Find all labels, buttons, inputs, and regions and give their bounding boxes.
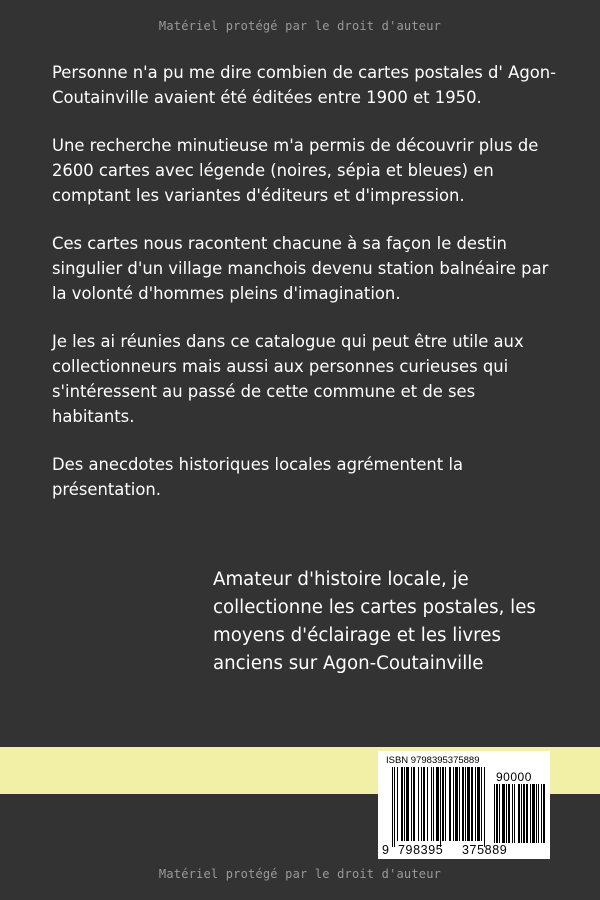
barcode-bar <box>459 767 460 841</box>
barcode-bar <box>496 784 498 843</box>
barcode-digits-left: 798395 <box>398 843 444 857</box>
barcode-bar <box>543 784 545 843</box>
barcode-bar <box>401 767 403 841</box>
barcode-bar <box>404 767 405 841</box>
paragraph-stories: Ces cartes nous racontent chacune à sa façon le destin singulier d'un village manchois devenu station balnéaire par la volonté d'hommes pleins d'imagination. <box>52 234 549 303</box>
barcode-bar <box>436 767 439 841</box>
paragraph-research: Une recherche minutieuse m'a permis de découvrir plus de 2600 cartes avec légende (noires, sépia et bleues) en comptant les variantes d'éditeurs et d'impression. <box>52 136 539 205</box>
barcode-bar <box>532 784 535 843</box>
barcode-digits-right: 375889 <box>462 843 508 857</box>
barcode-bar <box>508 784 510 843</box>
price-code: 90000 <box>496 770 532 784</box>
barcode-bar <box>442 767 444 841</box>
barcode-bar <box>514 784 515 843</box>
barcode-bar <box>541 784 542 843</box>
barcode-bar <box>475 767 476 841</box>
barcode-bar <box>421 767 422 841</box>
barcode-bar <box>423 767 425 841</box>
barcode-bar <box>449 767 451 841</box>
barcode-bar <box>477 767 480 841</box>
barcode-bar <box>471 767 473 841</box>
barcode-bar <box>499 784 500 843</box>
barcode-digit-first: 9 <box>382 843 390 857</box>
barcode-bar <box>530 784 531 843</box>
barcode-bar <box>418 767 419 841</box>
isbn-label: ISBN 9798395375889 <box>386 755 480 766</box>
barcode-bar <box>536 784 537 843</box>
barcode-bar <box>538 784 539 843</box>
barcode-bar <box>392 767 393 847</box>
barcode-bar <box>397 767 398 841</box>
copyright-watermark-top: Matériel protégé par le droit d'auteur <box>158 19 442 33</box>
barcode-bar <box>413 767 415 841</box>
barcode-bar <box>467 767 470 841</box>
author-bio: Amateur d'histoire locale, je collectionne les cartes postales, les moyens d'éclairage et les livres anciens sur Agon-Coutainville <box>213 569 536 674</box>
barcode-bar <box>484 767 485 847</box>
paragraph-anecdotes: Des anecdotes historiques locales agrémentent la présentation. <box>52 455 464 499</box>
barcode-bar <box>411 767 412 841</box>
copyright-watermark-bottom: Matériel protégé par le droit d'auteur <box>158 867 442 881</box>
barcode-bar <box>526 784 528 843</box>
barcode-bar <box>453 767 454 841</box>
barcode-bar <box>481 767 482 841</box>
barcode-bar <box>494 784 495 843</box>
barcode-bar <box>394 767 395 847</box>
barcode-bar <box>440 767 441 847</box>
barcode-bar <box>445 767 446 841</box>
barcode-bar <box>406 767 409 841</box>
barcode-bar <box>427 767 428 841</box>
barcode-bar <box>523 784 525 843</box>
paragraph-intro: Personne n'a pu me dire combien de cartes postales d' Agon- Coutainville avaient été éditées entre 1900 et 1950. <box>52 63 557 107</box>
barcode-bar <box>431 767 432 841</box>
barcode-bar <box>462 767 464 841</box>
paragraph-catalogue: Je les ai réunies dans ce catalogue qui peut être utile aux collectionneurs mais aussi aux personnes curieuses qui s'intéressent au passé de cette commune et de ses habitants. <box>52 332 524 426</box>
barcode-bar <box>521 784 522 843</box>
barcode-bar <box>502 784 505 843</box>
barcode-bar <box>506 784 507 843</box>
isbn-barcode <box>378 751 550 859</box>
barcode-bar <box>518 784 520 843</box>
barcode-bar <box>455 767 458 841</box>
barcode-bar <box>512 784 513 843</box>
barcode-bar <box>465 767 466 841</box>
barcode-bar <box>433 767 434 841</box>
back-cover-text <box>52 60 562 525</box>
